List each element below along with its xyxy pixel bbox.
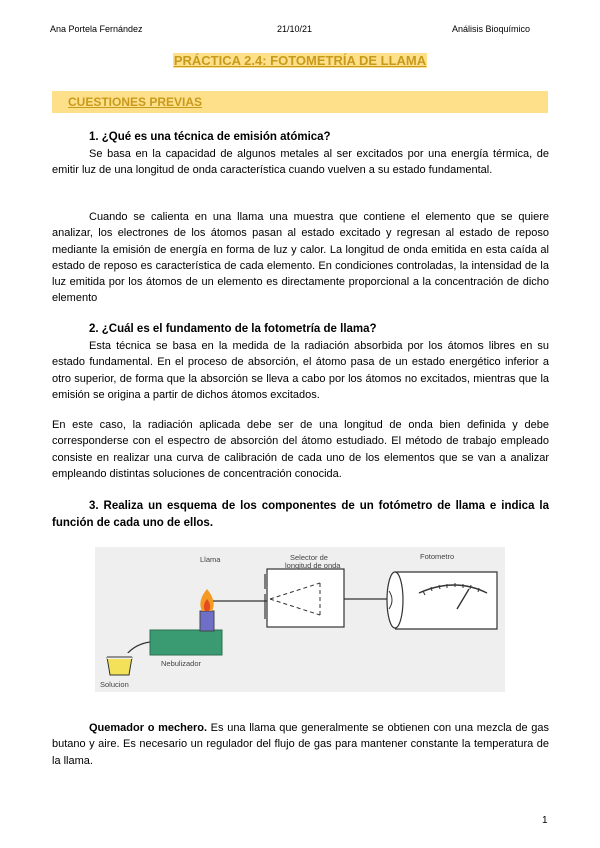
section-title: CUESTIONES PREVIAS xyxy=(68,95,203,109)
label-nebulizador: Nebulizador xyxy=(161,659,202,668)
flame-photometer-diagram xyxy=(95,547,505,692)
selector-box xyxy=(267,569,344,627)
photometer-end xyxy=(387,572,403,628)
q2-paragraph-2: En este caso, la radiación aplicada debe ser de una longitud de onda bien definida y debe corresponderse con el espectro de absorción del átomo estudiado. El método de trabajo empleado consiste en realizar una curva de calibración de cada uno de los elementos que se van a analizar empleando distintas soluciones de concentración conocida. xyxy=(52,419,549,480)
label-selector-1: Selector de xyxy=(290,553,328,562)
diagram-svg xyxy=(95,547,505,692)
q2-paragraph-1: Esta técnica se basa en la medida de la radiación absorbida por los átomos libres en su estado fundamental. En el proceso de absorción, el átomo pasa de un estado energético inferior a otro superior, de forma que la absorción se lleva a cabo por los átomos no excitados, mientras que la emisión se origina a partir de dichos átomos excitados. xyxy=(52,340,549,401)
nebulizer-box xyxy=(150,630,222,655)
question-3: 3. Realiza un esquema de los componentes de un fotómetro de llama e indica la función de cada uno de ellos. xyxy=(52,500,549,529)
q3-answer-text: Es una llama que generalmente se obtienen con una mezcla de gas butano y aire. Es necesario un regulador del flujo de gas para mantener constante la temperatura de la llama. xyxy=(52,722,549,767)
q1-paragraph-1: Se basa en la capacidad de algunos metales al ser excitados por una energía térmica, de emitir luz de una longitud de onda característica cuando vuelven a su estado fundamental. xyxy=(52,148,549,177)
photometer-body xyxy=(395,572,497,629)
label-llama: Llama xyxy=(200,555,221,564)
label-fotometro: Fotometro xyxy=(420,552,455,561)
question-1: 1. ¿Qué es una técnica de emisión atómica? xyxy=(89,131,331,143)
q3-answer xyxy=(52,720,549,769)
label-solucion: Solucion xyxy=(100,680,129,689)
q1-paragraph-2: Cuando se calienta en una llama una muestra que contiene el elemento que se quiere analizar, los electrones de los átomos pasan al estado excitado y regresan al estado de reposo mediante la emisión de energía en forma de luz y calor. La longitud de onda emitida en esta caída al estado de reposo es característica de cada elemento. En condiciones controladas, la intensidad de la luz emitida por los átomos de un elemento es directamente proporcional a la concentración de dicho elemento xyxy=(52,211,549,305)
question-2: 2. ¿Cuál es el fundamento de la fotometría de llama? xyxy=(89,323,377,335)
q3-answer-label: Quemador o mechero. xyxy=(89,722,207,734)
label-selector-2: longitud de onda xyxy=(285,561,341,570)
header-subject: Análisis Bioquímico xyxy=(452,24,531,34)
section-header xyxy=(52,91,548,113)
header-author: Ana Portela Fernández xyxy=(50,24,143,34)
page-title-text: PRÁCTICA 2.4: FOTOMETRÍA DE LLAMA xyxy=(173,53,427,68)
page-number: 1 xyxy=(542,815,548,826)
burner-icon xyxy=(200,611,214,631)
beaker-top xyxy=(107,653,132,659)
page-title xyxy=(0,53,600,68)
header-date: 21/10/21 xyxy=(277,24,313,34)
beaker-icon xyxy=(107,657,132,675)
